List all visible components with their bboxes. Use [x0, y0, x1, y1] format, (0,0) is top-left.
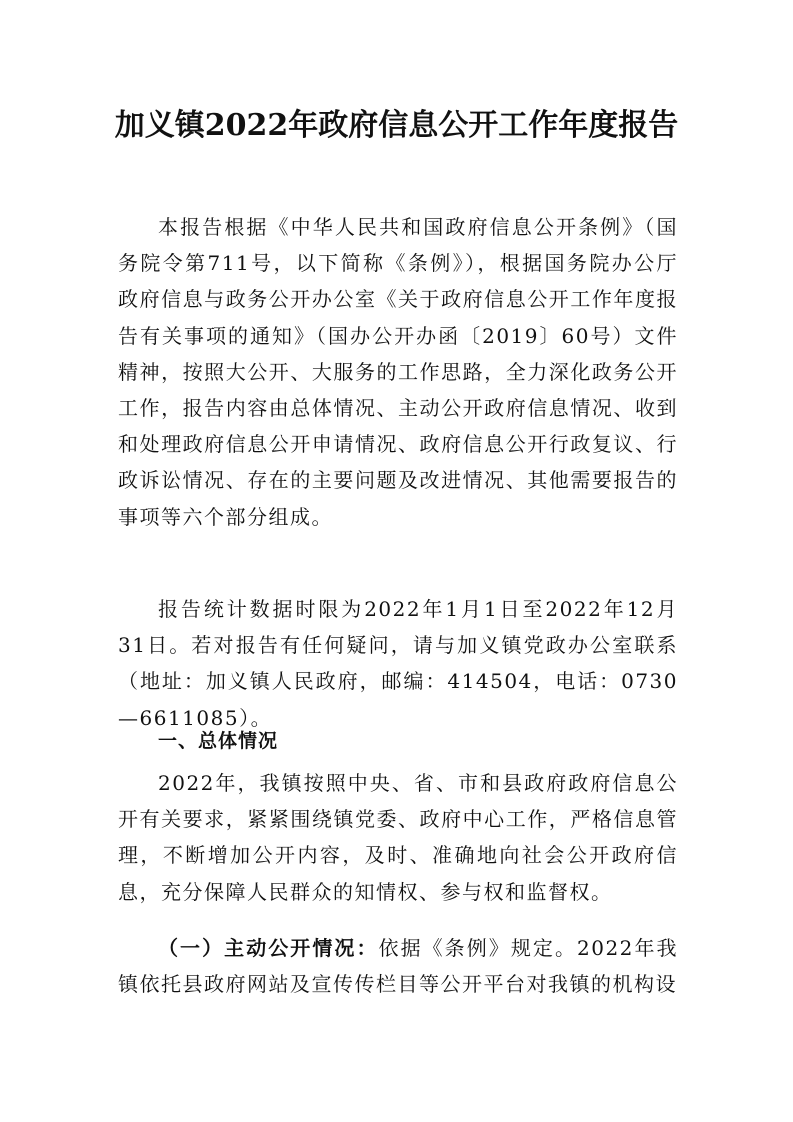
paragraph-overview — [118, 765, 678, 910]
paragraph-intro — [118, 209, 678, 535]
paragraph-overview-text: 2022年，我镇按照中央、省、市和县政府政府信息公开有关要求，紧紧围绕镇党委、政府中心工作，严格信息管理，不断增加公开内容，及时、准确地向社会公开政府信息，充分保障人民群众的知情权、参与权和监督权。 — [118, 771, 678, 904]
document-title: 加义镇2022年政府信息公开工作年度报告 — [114, 108, 679, 143]
section-heading-overview: 一、总体情况 — [158, 730, 279, 752]
subsection-body: 依据《条例》规定。2022年我镇依托县政府网站及宣传传栏目等公开平台对我镇的机构设 — [118, 936, 679, 997]
paragraph-active-disclosure — [118, 930, 678, 1002]
paragraph-period — [118, 591, 678, 736]
subsection-lead: （一）主动公开情况： — [158, 936, 379, 960]
paragraph-intro-text: 本报告根据《中华人民共和国政府信息公开条例》（国务院令第711号，以下简称《条例》），根据国务院办公厅政府信息与政务公开办公室《关于政府信息公开工作年度报告有关事项的通知》（国办公开办函〔2019〕60号）文件精神，按照大公开、大服务的工作思路，全力深化政务公开工作，报告内容由总体情况、主动公开政府信息情况、收到和处理政府信息公开申请情况、政府信息公开行政复议、行政诉讼情况、存在的主要问题及改进情况、其他需要报告的事项等六个部分组成。 — [118, 215, 678, 529]
paragraph-active-disclosure-text — [118, 930, 678, 1002]
paragraph-period-text: 报告统计数据时限为2022年1月1日至2022年12月31日。若对报告有任何疑问，请与加义镇党政办公室联系（地址：加义镇人民政府，邮编：414504，电话：0730—6611085）。 — [118, 597, 678, 730]
